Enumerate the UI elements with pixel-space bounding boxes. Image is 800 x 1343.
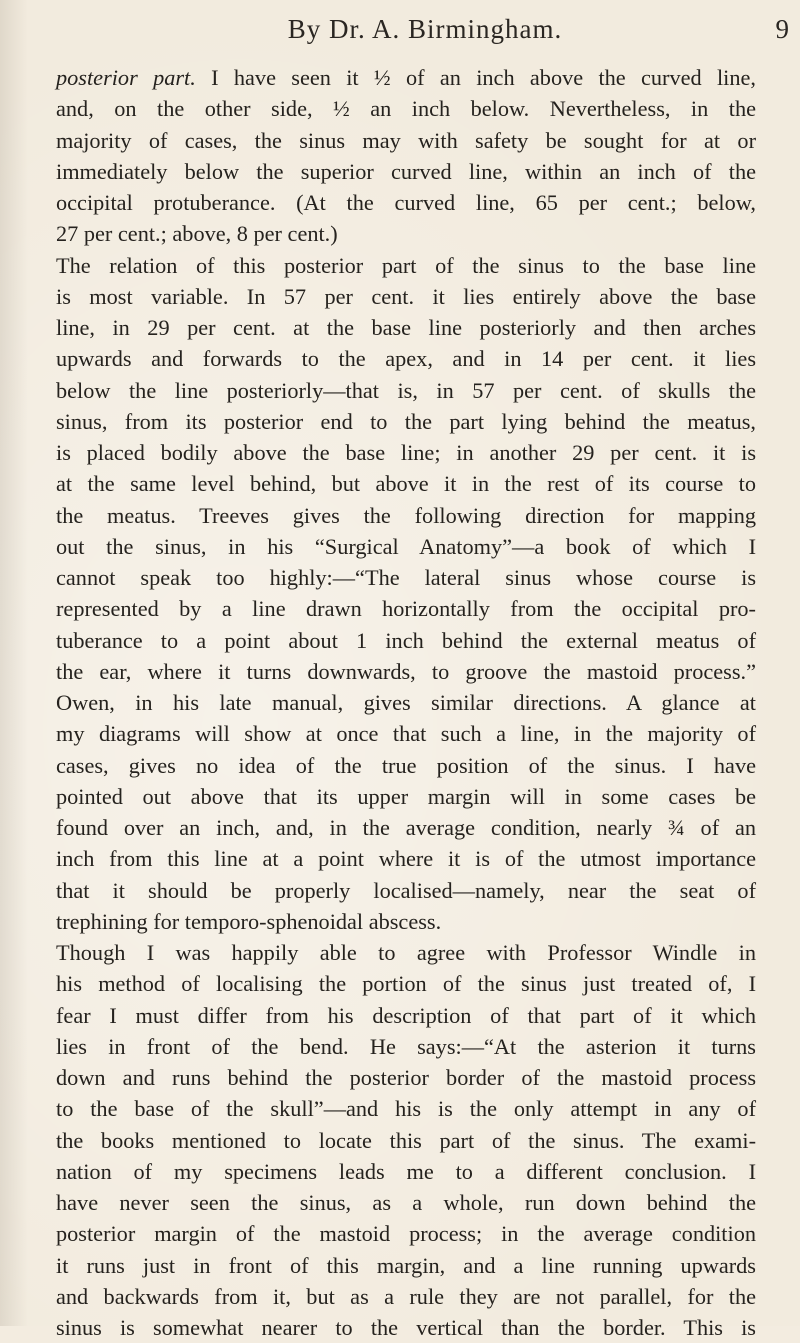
text-line: inch from this line at a point where it is of the utmost importance [56,846,756,872]
text-line: the meatus. Treeves gives the following direction for mapping [56,502,756,528]
text-line: upwards and forwards to the apex, and in 14 per cent. it lies [56,346,756,372]
text-line: and backwards from it, but as a rule they are not parallel, for the [56,1283,756,1309]
text-line: lies in front of the bend. He says:—“At the asterion it turns [56,1033,756,1059]
text-line: it runs just in front of this margin, and a line running upwards [56,1252,756,1278]
text-line: Though I was happily able to agree with Professor Windle in [56,940,756,965]
text-line: majority of cases, the sinus may with safety be sought for at or [56,127,756,153]
text-line: down and runs behind the posterior border of the mastoid process [56,1065,756,1090]
text-line: The relation of this posterior part of the sinus to the base line [56,252,756,278]
italic-lead: posterior part. [56,65,196,90]
text-line: posterior margin of the mastoid process; in the average condition [56,1221,756,1247]
running-head-title: By Dr. A. Birmingham. [287,14,563,44]
text-line: and, on the other side, ½ an inch below. Nevertheless, in the [56,96,756,122]
text-line: sinus is somewhat nearer to the vertical than the border. This is [56,1315,756,1340]
text-line: fear I must differ from his description of that part of it which [56,1002,756,1028]
text-line: cases, gives no idea of the true position of the sinus. I have [56,752,756,778]
text-line: to the base of the skull”—and his is the only attempt in any of [56,1096,756,1122]
text-line: 27 per cent.; above, 8 per cent.) [56,221,338,247]
body-text [56,62,756,1343]
text-line: pointed out above that its upper margin will in some cases be [56,783,756,809]
text-line: is placed bodily above the base line; in another 29 per cent. it is [56,440,756,465]
text-line: the ear, where it turns downwards, to groove the mastoid process.” [56,658,756,684]
text-line: Owen, in his late manual, gives similar directions. A glance at [56,690,756,715]
text-line: is most variable. In 57 per cent. it lies entirely above the base [56,283,756,309]
text-line: trephining for temporo-sphenoidal abscess. [56,908,442,934]
text-line: cannot speak too highly:—“The lateral sinus whose course is [56,565,756,590]
text-line: sinus, from its posterior end to the part lying behind the meatus, [56,408,756,434]
running-head [120,10,790,50]
text-line: posterior part. I have seen it ½ of an inch above the curved line, [56,65,756,90]
text-line: out the sinus, in his “Surgical Anatomy”—a book of which I [56,533,756,559]
text-line: immediately below the superior curved line, within an inch of the [56,158,756,184]
text-line: below the line posteriorly—that is, in 57 per cent. of skulls the [56,377,756,403]
text-line: occipital protuberance. (At the curved line, 65 per cent.; below, [56,190,756,215]
text-line: line, in 29 per cent. at the base line posteriorly and then arches [56,315,756,340]
text-line: that it should be properly localised—namely, near the seat of [56,877,756,903]
text-line: have never seen the sinus, as a whole, run down behind the [56,1190,756,1215]
text-line: represented by a line drawn horizontally from the occipital pro- [56,596,756,622]
text-line: his method of localising the portion of the sinus just treated of, I [56,971,756,997]
page-number: 9 [775,14,790,44]
text-line: my diagrams will show at once that such a line, in the majority of [56,721,756,747]
text-line: the books mentioned to locate this part of the sinus. The exami- [56,1127,756,1153]
text-line: found over an inch, and, in the average condition, nearly ¾ of an [56,815,756,840]
text-line: at the same level behind, but above it in the rest of its course to [56,471,756,497]
text-line: nation of my specimens leads me to a different conclusion. I [56,1158,756,1184]
text-line: tuberance to a point about 1 inch behind the external meatus of [56,627,756,653]
